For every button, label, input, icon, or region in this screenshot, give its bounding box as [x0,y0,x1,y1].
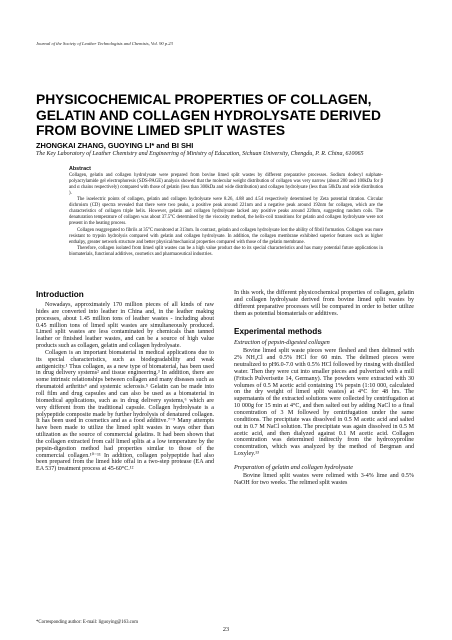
author-affiliation: The Key Laboratory of Leather Chemistry and Engineering of Ministry of Education, Sichuan University, Chengdu, P. R. China, 610065 [36,151,364,157]
body-paragraph: Collagen is an important biomaterial in medical applications due to its special characteristics, such as biodegradability and weak antigenicity.¹ Thus collagen, as a new type of biomaterial, has been used in drug delivery systems² and tissue engineering.³ In addition, there are some intrinsic relationships between collagen and many diseases such as rheumatoid arthritis⁴ and systemic sclerosis.⁵ Gelatin can be made into roll film and drug capsules and can also be used as a biomaterial in biomedical applications, such as in drug delivery systems,⁶ which are very different from the traditional capsule. Collagen hydrolysate is a polypeptide composite made by further hydrolysis of denatured collagen. It has been used in cosmetics and as a food additive.⁷⁻⁹ Many attempts have been made to utilize the limed split wastes in ways other than utilization as the source of commercial gelatins. It had been shown that the collagen extracted from calf limed splits at a low temperature by the pepsin-digestion method had properties similar to those of the commercial collagen.¹⁰⁻¹¹ In addition, collagen polypeptide had also been prepared from the limed hide offal in a two-step protease (EA and EA 537) treatment process at 45-60°C.¹² [36,349,214,473]
corresponding-author-footnote: *Corresponding author: E-mail: liguoying@163.com [36,620,138,625]
right-column [234,290,414,487]
abstract-heading: Abstract [69,166,91,172]
abstract-paragraph: The isoelectric points of collagen, gelatin and collagen hydrolysate were 8.26, 4.88 and 4.54 respectively determined by Zeta potential titration. Circular dichroism (CD) spectra revealed that there were two peaks, a positive peak around 221nm and a negative peak around 192nm for collagen, which are the characteristics of collagen triple helix. However, gelatin and collagen hydrolysate lacked any positive peaks around 220nm, suggesting random coils. The denaturation temperature of collagen was about 37.5°C determined by the viscosity method, the helix-coil transitions for gelatin and collagen hydrolysate were not present in the heating process. [69,197,383,227]
abstract-paragraph: Therefore, collagen isolated from limed split wastes can be a high value product due to its special characteristics and has many potential future applications in biomaterials, functional additives, cosmetics and pharmaceutical industries. [69,245,383,257]
article-title [36,92,426,139]
body-paragraph: Bovine limed split waste pieces were fleshed and then delimed with 2% NH₄Cl and 0.5% HCl for 60 min. The delimed pieces were neutralized to pH6.0-7.0 with 0.5% HCl followed by rinsing with distilled water. Then they were cut into smaller pieces and pulverized with a mill (Fritsch Pulverisette 14, Germany). The powders were extracted with 30 volumes of 0.5 M acetic acid containing 1% pepsin (1:10 000, calculated on the dry weight of limed split wastes) at 4°C for 48 hrs. The supernatants of the extracted solutions were collected by centrifugation at 10 000g for 15 min at 4°C, and then salted out by adding NaCl to a final concentration of 3 M followed by centrifugation under the same conditions. The precipitate was dissolved in 0.5 M acetic acid and salted out in 0.7 M NaCl solution. The precipitate was again dissolved in 0.5 M acetic acid, and then dialyzed against 0.1 M acetic acid. Collagen concentration was determined indirectly from the hydroxyproline concentration, which was analyzed by the method of Bergman and Loxyley.¹³ [234,348,414,458]
page-number: 23 [222,626,230,633]
title-line: FROM BOVINE LIMED SPLIT WASTES [36,123,286,139]
methods-heading: Experimental methods [234,327,322,337]
subsection-heading: Extraction of pepsin-digested collagen [234,339,330,347]
abstract-paragraph: Collagen reaggregated to fibrils at 35°C monitored at 313nm. In contrast, gelatin and collagen hydrolysate lost the ability of fibril formation. Collagen was more resistant to trypsin hydrolysis compared with gelatin and collagen hydrolysate. In addition, the collagen membrane exhibited superior features such as higher enthalpy, greater network structure and better physical/mechanical properties compared with those of the gelatin membrane. [69,227,383,245]
abstract-paragraph: Collagen, gelatin and collagen hydrolysate were prepared from bovine limed split wastes by different preparative processes. Sodium dodecyl sulphate-polyacrylamide gel electrophoresis (SDS-PAGE) analysis showed that the molecular weight distribution of collagen was very narrow (about 200 and 100kDa for β and α chains respectively) compared with those of gelatin (less than 300kDa and wide distribution) and collagen hydrolysate (less than 50kDa and wide distribution ). [69,172,383,196]
spacer [234,317,414,327]
introduction-heading: Introduction [36,290,84,299]
author-list: ZHONGKAI ZHANG, GUOYING LI* and BI SHI [36,141,194,150]
title-line: GELATIN AND COLLAGEN HYDROLYSATE DERIVED [36,107,381,123]
title-line: PHYSICOCHEMICAL PROPERTIES OF COLLAGEN, [36,92,372,107]
running-head: Journal of the Society of Leather Technologists and Chemists, Vol. 90 p.23 [36,41,173,46]
body-paragraph: Bovine limed split wastes were relimed with 3-4% lime and 0.5% NaOH for two weeks. The relimed split wastes [234,472,414,486]
body-paragraph: In this work, the different physicochemical properties of collagen, gelatin and collagen hydrolysate derived from bovine limed split wastes by different preparative processes will be compared in order to better utilize them as potential biomaterials or additives. [234,290,414,317]
subsection-heading: Preparation of gelatin and collagen hydrolysate [234,463,353,471]
left-column [36,290,214,473]
abstract-section [69,166,383,258]
body-paragraph: Nowadays, approximately 170 million pieces of all kinds of raw hides are converted into leather in China and, in the leather making processes, about 1.45 million tons of leather wastes - including about 0.45 million tons of limed split wastes are simultaneously produced. Limed split wastes are less contaminated by chemicals than tanned leather or finished leather wastes, and can be a source of high value products such as collagen, gelatin and collagen hydrolysate. [36,302,214,350]
